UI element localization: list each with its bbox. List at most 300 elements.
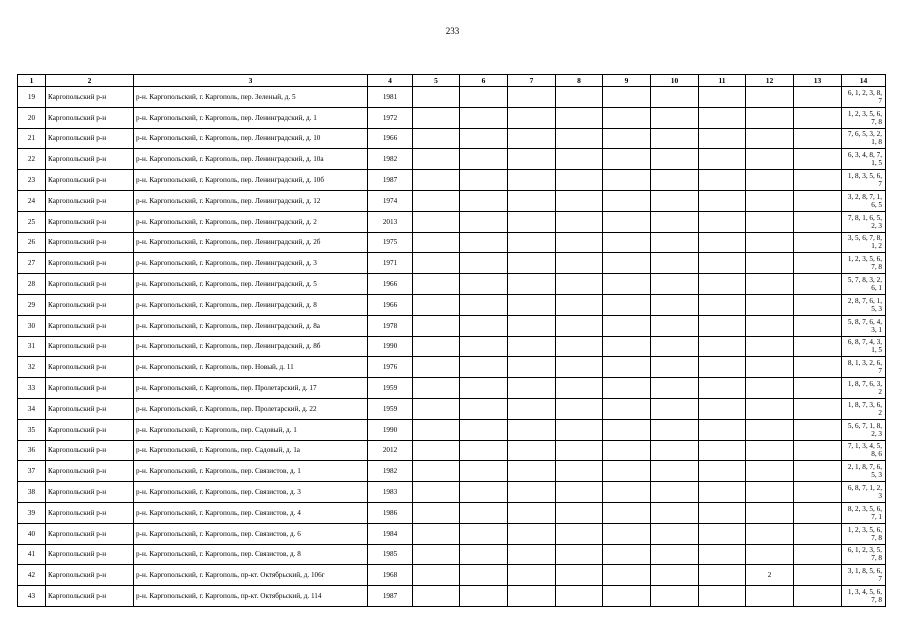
cell-address: р-н. Каргопольский, г. Каргополь, пер. Пролетарский, д. 22: [134, 398, 368, 419]
cell-row-number: 21: [18, 128, 46, 149]
cell-col-11: [699, 357, 746, 378]
cell-col-13: [794, 482, 842, 503]
cell-col-7: [508, 440, 556, 461]
cell-col-8: [556, 336, 603, 357]
cell-col-13: [794, 523, 842, 544]
cell-district: Каргопольский р-н: [46, 440, 134, 461]
cell-col-5: [413, 544, 460, 565]
cell-col-10: [651, 419, 699, 440]
cell-year-built: 1987: [368, 170, 413, 191]
cell-address: р-н. Каргопольский, г. Каргополь, пер. Ленинградский, д. 5: [134, 274, 368, 295]
table-row: [18, 315, 886, 336]
cell-col-11: [699, 107, 746, 128]
cell-row-number: 40: [18, 523, 46, 544]
cell-address: р-н. Каргопольский, г. Каргополь, пер. Ленинградский, д. 8: [134, 294, 368, 315]
table-row: [18, 378, 886, 399]
cell-row-number: 41: [18, 544, 46, 565]
cell-col-9: [603, 544, 651, 565]
cell-col-6: [460, 294, 508, 315]
cell-col-11: [699, 149, 746, 170]
cell-col-7: [508, 315, 556, 336]
cell-address: р-н. Каргопольский, г. Каргополь, пер. Ленинградский, д. 3: [134, 253, 368, 274]
cell-year-built: 1972: [368, 107, 413, 128]
cell-col-11: [699, 315, 746, 336]
cell-address: р-н. Каргопольский, г. Каргополь, пр-кт. Октябрьский, д. 106г: [134, 565, 368, 586]
cell-col-12: [746, 107, 794, 128]
cell-col-12: [746, 419, 794, 440]
cell-year-built: 1966: [368, 274, 413, 295]
cell-col-12: [746, 211, 794, 232]
cell-col-7: [508, 232, 556, 253]
cell-col-8: [556, 294, 603, 315]
cell-col-13: [794, 336, 842, 357]
cell-col-8: [556, 190, 603, 211]
column-header-col-13: 13: [794, 75, 842, 87]
cell-address: р-н. Каргопольский, г. Каргополь, пер. Новый, д. 11: [134, 357, 368, 378]
column-header-col-6: 6: [460, 75, 508, 87]
cell-col-7: [508, 190, 556, 211]
cell-col-6: [460, 544, 508, 565]
cell-col-11: [699, 398, 746, 419]
cell-district: Каргопольский р-н: [46, 398, 134, 419]
cell-col-9: [603, 87, 651, 108]
cell-col-11: [699, 544, 746, 565]
cell-col-9: [603, 190, 651, 211]
cell-col-8: [556, 357, 603, 378]
cell-district: Каргопольский р-н: [46, 87, 134, 108]
cell-sequence-codes: 6, 1, 2, 3, 5, 7, 8: [842, 544, 886, 565]
cell-col-9: [603, 315, 651, 336]
cell-address: р-н. Каргопольский, г. Каргополь, пер. Ленинградский, д. 2б: [134, 232, 368, 253]
cell-col-6: [460, 211, 508, 232]
table-row: [18, 482, 886, 503]
cell-col-8: [556, 378, 603, 399]
cell-district: Каргопольский р-н: [46, 211, 134, 232]
cell-row-number: 22: [18, 149, 46, 170]
cell-col-10: [651, 274, 699, 295]
cell-col-5: [413, 274, 460, 295]
cell-col-10: [651, 128, 699, 149]
cell-district: Каргопольский р-н: [46, 482, 134, 503]
cell-district: Каргопольский р-н: [46, 461, 134, 482]
page-number: 233: [445, 26, 460, 36]
cell-col-5: [413, 398, 460, 419]
cell-col-12: [746, 87, 794, 108]
cell-address: р-н. Каргопольский, г. Каргополь, пер. Связистов, д. 6: [134, 523, 368, 544]
cell-col-7: [508, 398, 556, 419]
cell-row-number: 30: [18, 315, 46, 336]
cell-col-9: [603, 294, 651, 315]
column-header-col-7: 7: [508, 75, 556, 87]
cell-col-8: [556, 315, 603, 336]
cell-col-9: [603, 336, 651, 357]
cell-year-built: 1990: [368, 419, 413, 440]
table-row: [18, 232, 886, 253]
cell-col-10: [651, 107, 699, 128]
cell-address: р-н. Каргопольский, г. Каргополь, пер. Ленинградский, д. 10а: [134, 149, 368, 170]
cell-col-13: [794, 315, 842, 336]
cell-col-11: [699, 170, 746, 191]
cell-col-7: [508, 107, 556, 128]
cell-year-built: 1974: [368, 190, 413, 211]
cell-col-9: [603, 128, 651, 149]
column-header-col-10: 10: [651, 75, 699, 87]
cell-year-built: 1971: [368, 253, 413, 274]
column-header-col-12: 12: [746, 75, 794, 87]
column-header-sequence-codes: 14: [842, 75, 886, 87]
cell-col-11: [699, 87, 746, 108]
table-row: [18, 357, 886, 378]
table-row: [18, 502, 886, 523]
cell-district: Каргопольский р-н: [46, 107, 134, 128]
cell-col-13: [794, 357, 842, 378]
cell-col-12: [746, 378, 794, 399]
cell-district: Каргопольский р-н: [46, 523, 134, 544]
cell-col-10: [651, 482, 699, 503]
cell-year-built: 1990: [368, 336, 413, 357]
cell-col-10: [651, 440, 699, 461]
column-header-col-8: 8: [556, 75, 603, 87]
cell-col-11: [699, 586, 746, 607]
cell-col-6: [460, 107, 508, 128]
cell-col-11: [699, 294, 746, 315]
cell-district: Каргопольский р-н: [46, 294, 134, 315]
cell-col-10: [651, 87, 699, 108]
cell-year-built: 1959: [368, 378, 413, 399]
cell-col-13: [794, 440, 842, 461]
cell-col-5: [413, 190, 460, 211]
cell-row-number: 29: [18, 294, 46, 315]
cell-sequence-codes: 3, 1, 8, 5, 6, 7: [842, 565, 886, 586]
cell-district: Каргопольский р-н: [46, 378, 134, 399]
cell-sequence-codes: 6, 8, 7, 4, 3, 1, 5: [842, 336, 886, 357]
table-body: [18, 87, 886, 607]
cell-col-13: [794, 274, 842, 295]
cell-col-6: [460, 378, 508, 399]
cell-col-12: [746, 232, 794, 253]
cell-sequence-codes: 6, 3, 4, 8, 7, 1, 5: [842, 149, 886, 170]
cell-col-11: [699, 461, 746, 482]
cell-col-13: [794, 586, 842, 607]
cell-address: р-н. Каргопольский, г. Каргополь, пер. Связистов, д. 1: [134, 461, 368, 482]
cell-col-13: [794, 502, 842, 523]
cell-address: р-н. Каргопольский, г. Каргополь, пер. Ленинградский, д. 10: [134, 128, 368, 149]
cell-col-6: [460, 315, 508, 336]
cell-col-10: [651, 253, 699, 274]
cell-col-6: [460, 523, 508, 544]
cell-col-9: [603, 565, 651, 586]
cell-year-built: 1982: [368, 149, 413, 170]
cell-col-10: [651, 232, 699, 253]
cell-row-number: 32: [18, 357, 46, 378]
table-row: [18, 461, 886, 482]
cell-col-5: [413, 482, 460, 503]
column-header-year-built: 4: [368, 75, 413, 87]
cell-col-11: [699, 211, 746, 232]
cell-address: р-н. Каргопольский, г. Каргополь, пер. Связистов, д. 8: [134, 544, 368, 565]
cell-col-6: [460, 357, 508, 378]
cell-col-10: [651, 315, 699, 336]
cell-col-9: [603, 211, 651, 232]
cell-col-12: [746, 544, 794, 565]
cell-year-built: 1986: [368, 502, 413, 523]
cell-col-6: [460, 398, 508, 419]
cell-sequence-codes: 6, 8, 7, 1, 2, 3: [842, 482, 886, 503]
cell-col-5: [413, 565, 460, 586]
cell-col-7: [508, 87, 556, 108]
cell-col-13: [794, 253, 842, 274]
cell-sequence-codes: 3, 2, 8, 7, 1, 6, 5: [842, 190, 886, 211]
cell-col-8: [556, 232, 603, 253]
cell-col-10: [651, 461, 699, 482]
table-row: [18, 253, 886, 274]
cell-sequence-codes: 7, 8, 1, 6, 5, 2, 3: [842, 211, 886, 232]
cell-address: р-н. Каргопольский, г. Каргополь, пер. Садовый, д. 1а: [134, 440, 368, 461]
cell-sequence-codes: 1, 8, 7, 6, 3, 2: [842, 378, 886, 399]
cell-col-9: [603, 398, 651, 419]
cell-year-built: 1985: [368, 544, 413, 565]
cell-row-number: 20: [18, 107, 46, 128]
cell-col-9: [603, 461, 651, 482]
cell-sequence-codes: 1, 8, 7, 3, 6, 2: [842, 398, 886, 419]
cell-col-12: [746, 336, 794, 357]
table-row: [18, 128, 886, 149]
cell-district: Каргопольский р-н: [46, 419, 134, 440]
cell-year-built: 1966: [368, 128, 413, 149]
cell-col-8: [556, 211, 603, 232]
cell-col-7: [508, 170, 556, 191]
table-row: [18, 274, 886, 295]
cell-year-built: 1983: [368, 482, 413, 503]
cell-address: р-н. Каргопольский, г. Каргополь, пер. Пролетарский, д. 17: [134, 378, 368, 399]
cell-row-number: 27: [18, 253, 46, 274]
cell-col-9: [603, 149, 651, 170]
cell-address: р-н. Каргопольский, г. Каргополь, пер. Ленинградский, д. 1: [134, 107, 368, 128]
cell-col-7: [508, 544, 556, 565]
cell-col-10: [651, 544, 699, 565]
cell-col-8: [556, 502, 603, 523]
cell-district: Каргопольский р-н: [46, 232, 134, 253]
cell-col-7: [508, 502, 556, 523]
cell-col-6: [460, 232, 508, 253]
cell-col-10: [651, 357, 699, 378]
cell-row-number: 24: [18, 190, 46, 211]
cell-address: р-н. Каргопольский, г. Каргополь, пер. Связистов, д. 4: [134, 502, 368, 523]
cell-col-8: [556, 419, 603, 440]
cell-col-6: [460, 336, 508, 357]
cell-address: р-н. Каргопольский, г. Каргополь, пер. Ленинградский, д. 8а: [134, 315, 368, 336]
cell-district: Каргопольский р-н: [46, 502, 134, 523]
cell-col-8: [556, 170, 603, 191]
cell-col-9: [603, 232, 651, 253]
cell-col-5: [413, 253, 460, 274]
cell-col-9: [603, 107, 651, 128]
cell-row-number: 36: [18, 440, 46, 461]
cell-year-built: 1975: [368, 232, 413, 253]
column-header-row-number: 1: [18, 75, 46, 87]
cell-district: Каргопольский р-н: [46, 315, 134, 336]
cell-col-11: [699, 274, 746, 295]
cell-sequence-codes: 7, 1, 3, 4, 5, 8, 6: [842, 440, 886, 461]
cell-col-5: [413, 232, 460, 253]
cell-row-number: 28: [18, 274, 46, 295]
cell-col-7: [508, 128, 556, 149]
cell-sequence-codes: 2, 8, 7, 6, 1, 5, 3: [842, 294, 886, 315]
cell-col-5: [413, 87, 460, 108]
cell-col-7: [508, 274, 556, 295]
cell-row-number: 35: [18, 419, 46, 440]
cell-row-number: 25: [18, 211, 46, 232]
cell-col-13: [794, 294, 842, 315]
cell-row-number: 34: [18, 398, 46, 419]
table-row: [18, 107, 886, 128]
cell-sequence-codes: 2, 1, 8, 7, 6, 5, 3: [842, 461, 886, 482]
cell-col-10: [651, 149, 699, 170]
cell-sequence-codes: 8, 2, 3, 5, 6, 7, 1: [842, 502, 886, 523]
cell-row-number: 43: [18, 586, 46, 607]
cell-col-13: [794, 149, 842, 170]
cell-col-6: [460, 565, 508, 586]
cell-col-13: [794, 419, 842, 440]
cell-sequence-codes: 1, 3, 4, 5, 6, 7, 8: [842, 586, 886, 607]
cell-year-built: 2012: [368, 440, 413, 461]
cell-col-6: [460, 128, 508, 149]
cell-col-11: [699, 232, 746, 253]
table-row: [18, 294, 886, 315]
cell-sequence-codes: 5, 8, 7, 6, 4, 3, 1: [842, 315, 886, 336]
cell-col-11: [699, 419, 746, 440]
cell-col-11: [699, 253, 746, 274]
column-header-col-5: 5: [413, 75, 460, 87]
cell-col-10: [651, 336, 699, 357]
table-row: [18, 586, 886, 607]
cell-year-built: 1981: [368, 87, 413, 108]
cell-year-built: 1978: [368, 315, 413, 336]
cell-row-number: 19: [18, 87, 46, 108]
cell-col-11: [699, 482, 746, 503]
column-header-col-11: 11: [699, 75, 746, 87]
cell-district: Каргопольский р-н: [46, 190, 134, 211]
cell-col-6: [460, 170, 508, 191]
cell-col-10: [651, 523, 699, 544]
cell-year-built: 1987: [368, 586, 413, 607]
cell-sequence-codes: 1, 2, 3, 5, 6, 7, 8: [842, 107, 886, 128]
cell-col-7: [508, 336, 556, 357]
cell-col-12: [746, 274, 794, 295]
cell-sequence-codes: 6, 1, 2, 3, 8, 7: [842, 87, 886, 108]
cell-col-12: [746, 461, 794, 482]
cell-col-11: [699, 190, 746, 211]
cell-col-12: [746, 149, 794, 170]
cell-address: р-н. Каргопольский, г. Каргополь, пер. Ленинградский, д. 8б: [134, 336, 368, 357]
cell-district: Каргопольский р-н: [46, 149, 134, 170]
cell-col-12: [746, 523, 794, 544]
cell-row-number: 31: [18, 336, 46, 357]
cell-col-7: [508, 586, 556, 607]
cell-col-8: [556, 440, 603, 461]
cell-district: Каргопольский р-н: [46, 565, 134, 586]
cell-sequence-codes: 1, 2, 3, 5, 6, 7, 8: [842, 523, 886, 544]
cell-col-7: [508, 378, 556, 399]
cell-col-6: [460, 586, 508, 607]
cell-col-5: [413, 523, 460, 544]
cell-sequence-codes: 8, 1, 3, 2, 6, 7: [842, 357, 886, 378]
cell-col-13: [794, 232, 842, 253]
cell-address: р-н. Каргопольский, г. Каргополь, пер. Ленинградский, д. 12: [134, 190, 368, 211]
cell-district: Каргопольский р-н: [46, 544, 134, 565]
cell-year-built: 1976: [368, 357, 413, 378]
cell-col-13: [794, 87, 842, 108]
cell-col-5: [413, 294, 460, 315]
cell-row-number: 26: [18, 232, 46, 253]
cell-col-5: [413, 357, 460, 378]
cell-col-10: [651, 170, 699, 191]
cell-col-10: [651, 565, 699, 586]
cell-col-11: [699, 502, 746, 523]
cell-col-7: [508, 482, 556, 503]
cell-address: р-н. Каргопольский, г. Каргополь, пер. Ленинградский, д. 10б: [134, 170, 368, 191]
cell-col-6: [460, 274, 508, 295]
cell-row-number: 39: [18, 502, 46, 523]
cell-district: Каргопольский р-н: [46, 253, 134, 274]
cell-col-9: [603, 440, 651, 461]
cell-district: Каргопольский р-н: [46, 336, 134, 357]
cell-col-5: [413, 170, 460, 191]
column-header-district: 2: [46, 75, 134, 87]
cell-address: р-н. Каргопольский, г. Каргополь, пер. Зеленый, д. 5: [134, 87, 368, 108]
cell-col-12: [746, 482, 794, 503]
cell-col-13: [794, 565, 842, 586]
cell-year-built: 1959: [368, 398, 413, 419]
cell-col-8: [556, 149, 603, 170]
table-row: [18, 544, 886, 565]
cell-col-11: [699, 378, 746, 399]
cell-col-12: [746, 440, 794, 461]
cell-col-10: [651, 586, 699, 607]
cell-col-7: [508, 253, 556, 274]
cell-col-5: [413, 128, 460, 149]
table-row: [18, 190, 886, 211]
cell-col-7: [508, 461, 556, 482]
cell-year-built: 1966: [368, 294, 413, 315]
cell-col-9: [603, 482, 651, 503]
cell-district: Каргопольский р-н: [46, 170, 134, 191]
cell-col-12: [746, 502, 794, 523]
cell-col-8: [556, 398, 603, 419]
cell-col-13: [794, 190, 842, 211]
cell-col-8: [556, 87, 603, 108]
cell-sequence-codes: 7, 6, 5, 3, 2, 1, 8: [842, 128, 886, 149]
cell-year-built: 2013: [368, 211, 413, 232]
cell-col-6: [460, 461, 508, 482]
cell-col-13: [794, 544, 842, 565]
cell-col-10: [651, 502, 699, 523]
cell-col-5: [413, 107, 460, 128]
cell-col-5: [413, 149, 460, 170]
cell-col-6: [460, 440, 508, 461]
cell-col-7: [508, 149, 556, 170]
cell-col-8: [556, 461, 603, 482]
cell-col-12: [746, 253, 794, 274]
cell-col-6: [460, 482, 508, 503]
cell-col-12: [746, 294, 794, 315]
cell-district: Каргопольский р-н: [46, 586, 134, 607]
cell-col-9: [603, 378, 651, 399]
cell-col-13: [794, 211, 842, 232]
cell-address: р-н. Каргопольский, г. Каргополь, пер. Ленинградский, д. 2: [134, 211, 368, 232]
cell-sequence-codes: 3, 5, 6, 7, 8, 1, 2: [842, 232, 886, 253]
cell-col-6: [460, 502, 508, 523]
